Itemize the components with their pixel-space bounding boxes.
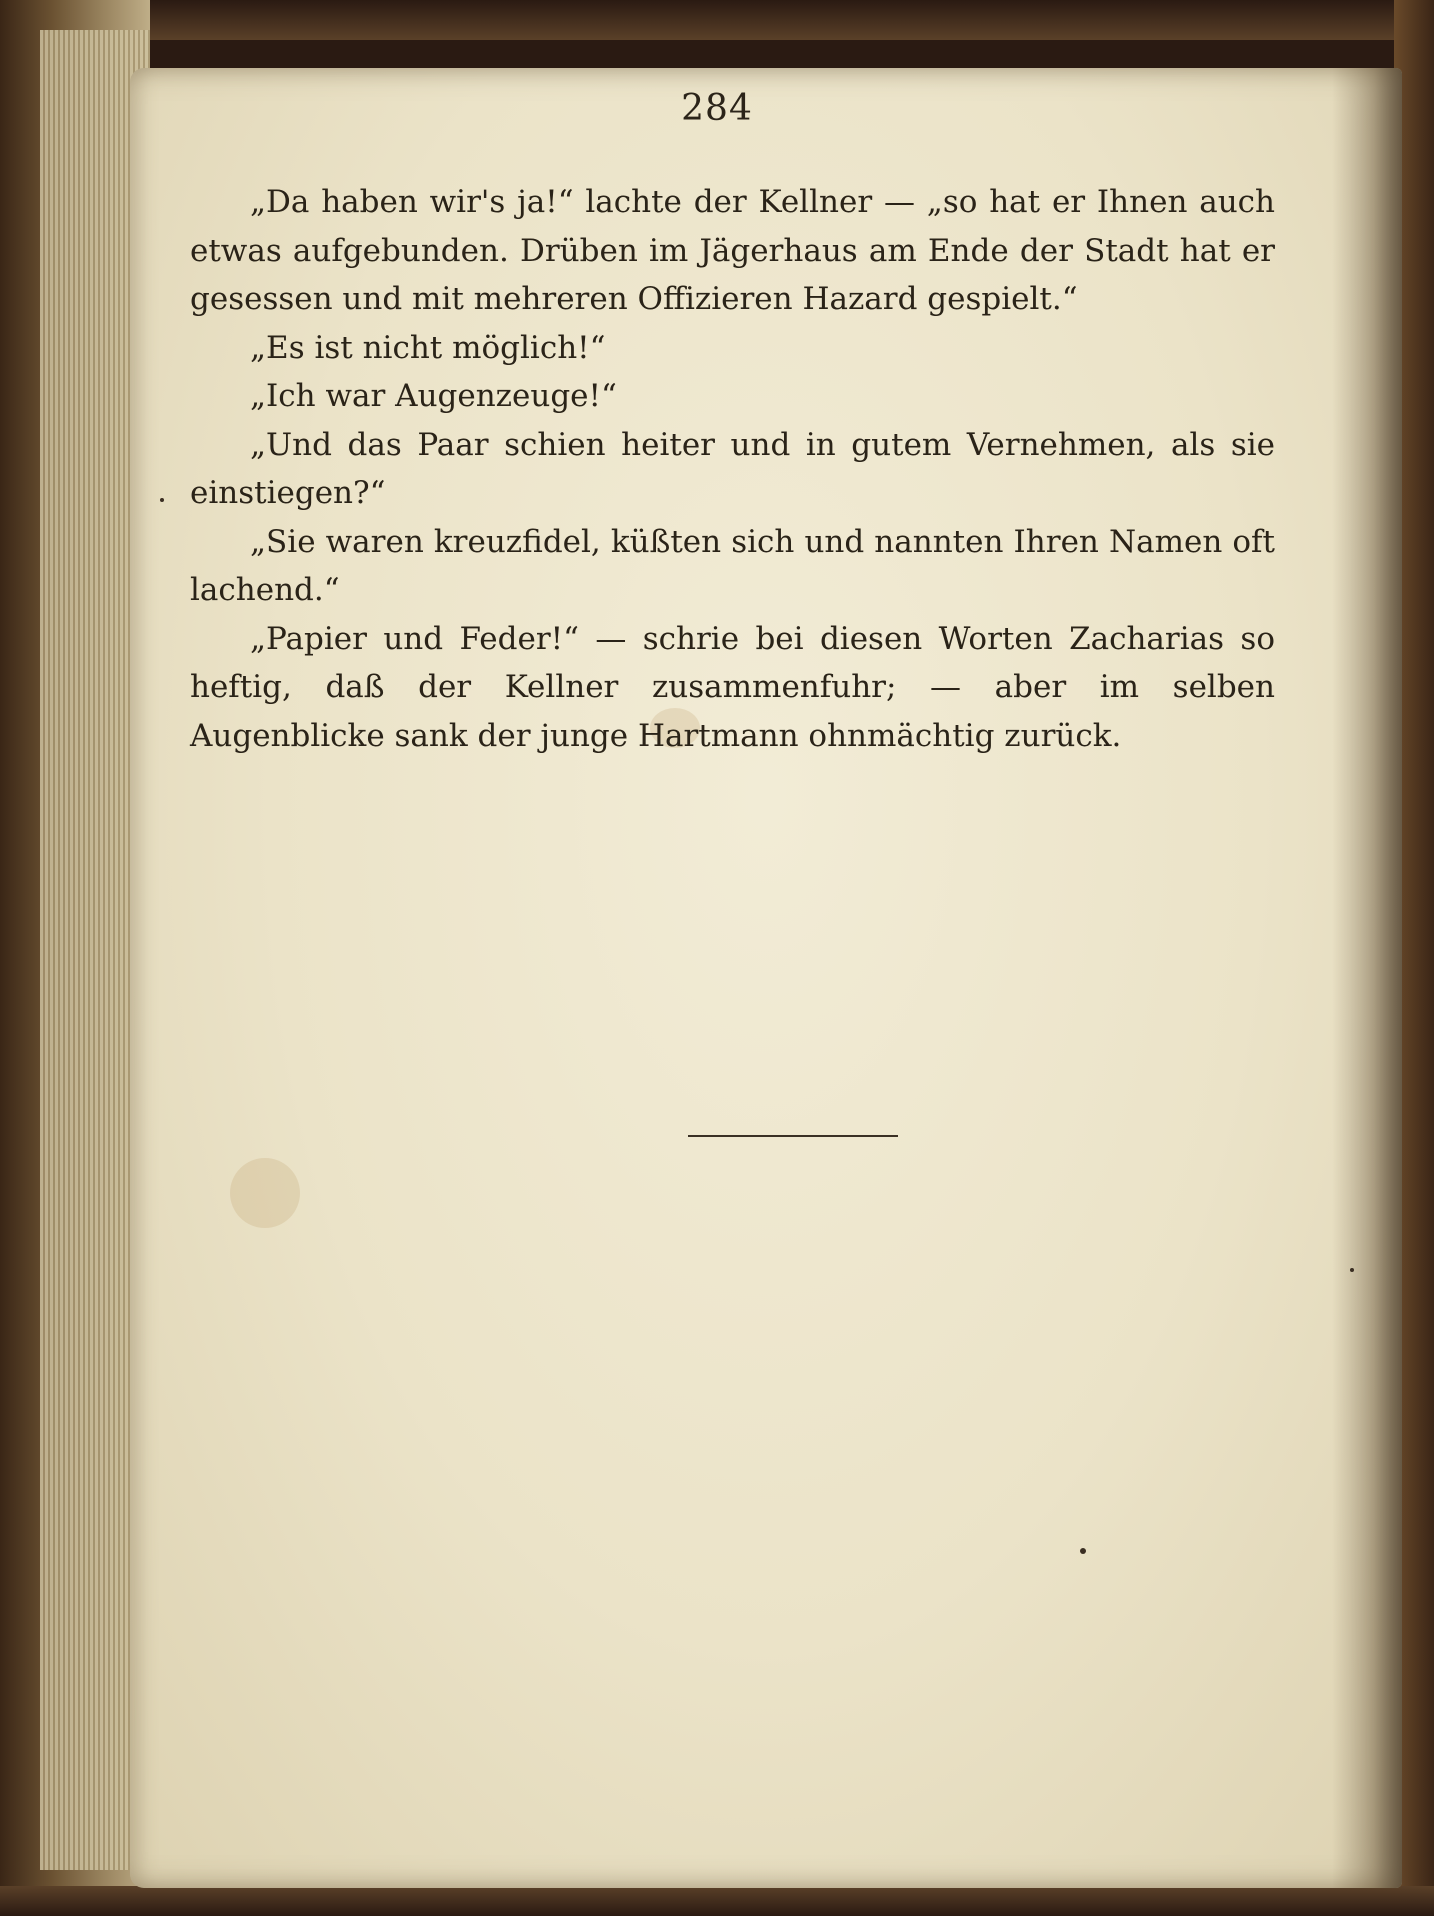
body-text — [190, 178, 1275, 760]
section-divider — [688, 1135, 898, 1137]
paper-speck — [160, 498, 164, 502]
book-bottom-edge — [0, 1886, 1434, 1916]
paragraph: „Ich war Augenzeuge!“ — [250, 378, 617, 414]
paragraph: „Papier und Feder!“ — schrie bei diesen Worten Zacharias so heftig, daß der Kellner zusammenfuhr; — aber im selben Augenblicke sank der junge Hartmann ohnmächtig zurück. — [190, 620, 1275, 754]
paragraph: „Sie waren kreuzfidel, küßten sich und nannten Ihren Namen oft lachend.“ — [190, 523, 1275, 608]
paragraph: „Und das Paar schien heiter und in gutem Vernehmen, als sie einstiegen?“ — [190, 426, 1275, 511]
paragraph: „Es ist nicht möglich!“ — [250, 329, 606, 366]
paper-speck — [1350, 1268, 1354, 1272]
book-top-edge — [0, 0, 1434, 40]
paper-speck — [1080, 1548, 1086, 1554]
page-gutter-shadow — [1332, 68, 1402, 1888]
paper-stain — [230, 1158, 300, 1228]
paragraph: „Da haben wir's ja!“ lachte der Kellner — „so hat er Ihnen auch etwas aufgebunden. Drüben im Jägerhaus am Ende der Stadt hat er gesessen und mit mehreren Offizieren Hazard gespielt.“ — [190, 184, 1275, 317]
page-number: 284 — [681, 88, 753, 129]
